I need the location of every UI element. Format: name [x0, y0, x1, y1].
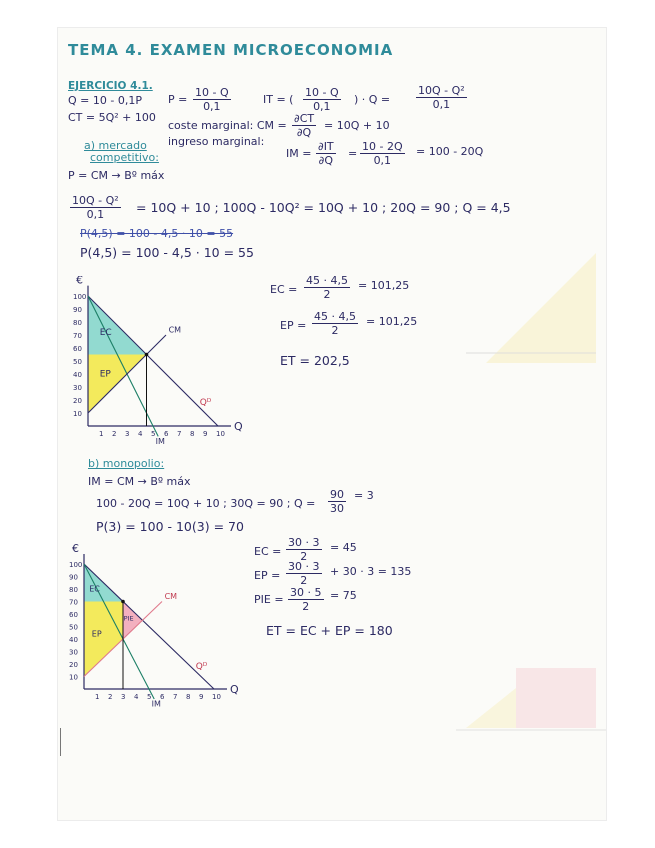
euro-axis-label: €: [72, 542, 79, 555]
x-tick-label: 2: [112, 430, 117, 438]
y-tick-label: 60: [69, 611, 78, 619]
ep-area-label: EP: [91, 629, 102, 639]
notebook-page: [58, 28, 606, 820]
pie-denominator: 2: [302, 600, 310, 613]
y-tick-label: 10: [73, 410, 82, 418]
x-tick-label: 7: [173, 693, 178, 701]
im-label: ingreso marginal:: [168, 135, 265, 148]
pie-lhs: PIE =: [254, 593, 284, 606]
x-tick-label: 9: [199, 693, 204, 701]
y-tick-label: 30: [69, 648, 78, 657]
x-tick-label: 7: [177, 430, 182, 438]
margin-mark: [60, 728, 61, 756]
ec-lhs-b: EC =: [254, 545, 282, 558]
demand-equation: Q = 10 - 0,1P: [68, 94, 142, 107]
ec-numerator-b: 30 · 3: [288, 536, 320, 549]
total-surplus-b: ET = EC + EP = 180: [266, 623, 393, 638]
y-tick-label: 90: [69, 573, 78, 582]
ec-fraction-b: [286, 536, 322, 563]
x-tick-label: 10: [212, 693, 221, 701]
y-tick-label: 20: [73, 397, 82, 405]
part-a-fraction: [70, 194, 121, 221]
x-tick-label: 5: [147, 693, 152, 701]
ep-numerator-a: 45 · 4,5: [314, 310, 356, 323]
y-tick-label: 50: [73, 358, 82, 366]
ep-lhs-b: EP =: [254, 569, 281, 582]
x-tick-label: 8: [186, 693, 191, 701]
ep-denominator-b: 2: [300, 574, 308, 587]
it-result-numerator: 10Q - Q²: [418, 84, 465, 97]
cm-numerator: ∂CT: [294, 112, 315, 125]
y-tick-label: 100: [69, 561, 83, 569]
x-tick-label: 4: [138, 430, 143, 438]
equilibrium-point: [145, 353, 149, 357]
x-tick-label: 3: [125, 430, 130, 438]
ep-fraction-a: [312, 310, 358, 337]
y-tick-label: 40: [69, 636, 78, 644]
q-axis-label: Q: [230, 683, 239, 696]
part-a-label-2: competitivo:: [90, 151, 159, 164]
im-label: IM: [151, 699, 161, 709]
monopoly-condition: IM = CM → Bº máx: [88, 475, 191, 488]
competitive-price: P(4,5) = 100 - 4,5 · 10 = 55: [80, 245, 254, 260]
ec-result-a: = 101,25: [358, 279, 410, 292]
euro-axis-label: €: [76, 276, 83, 287]
im-fraction-2: [360, 140, 405, 167]
im-fraction: [316, 140, 336, 167]
it-mid: ) · Q =: [354, 93, 391, 106]
ec-denominator-a: 2: [323, 288, 331, 301]
y-tick-label: 80: [73, 319, 82, 327]
im-denominator-2: 0,1: [373, 154, 392, 167]
x-tick-label: 10: [216, 430, 225, 438]
x-tick-label: 6: [164, 430, 169, 438]
y-tick-label: 70: [69, 598, 78, 607]
pie-fraction: [288, 586, 324, 613]
ep-result-a: = 101,25: [366, 315, 418, 328]
ep-numerator-b: 30 · 3: [288, 560, 320, 573]
price-numerator: 10 - Q: [195, 86, 229, 99]
it-denominator: 0,1: [313, 100, 331, 113]
y-tick-label: 20: [69, 661, 78, 669]
y-tick-label: 30: [73, 384, 82, 392]
q-numerator: 90: [330, 488, 344, 501]
demand-label: Qᴰ: [199, 398, 212, 409]
bleed-through-graph-2: [456, 648, 606, 738]
ec-fraction-a: [304, 274, 350, 301]
y-tick-label: 40: [73, 371, 82, 379]
q-denominator: 30: [330, 502, 344, 515]
equilibrium-point: [121, 600, 125, 604]
x-tick-label: 6: [160, 693, 165, 701]
monopoly-graph: [60, 534, 260, 714]
im-equals: =: [348, 147, 358, 160]
y-tick-label: 100: [73, 293, 87, 301]
part-a-numerator: 10Q - Q²: [72, 194, 119, 207]
ec-denominator-b: 2: [300, 550, 308, 563]
monopoly-price: P(3) = 100 - 10(3) = 70: [96, 519, 244, 534]
im-label: IM: [155, 437, 165, 446]
it-result-denominator: 0,1: [432, 98, 451, 111]
ep-denominator-a: 2: [331, 324, 339, 337]
cm-label: CM: [164, 592, 178, 601]
demand-label: Qᴰ: [195, 662, 208, 672]
y-tick-label: 10: [69, 673, 78, 682]
cm-label: CM: [168, 325, 182, 335]
y-tick-label: 50: [69, 623, 78, 632]
part-a-denominator: 0,1: [86, 208, 105, 221]
it-lhs: IT = (: [263, 93, 294, 106]
price-denominator: 0,1: [203, 100, 221, 113]
it-fraction: [303, 86, 341, 113]
im-numerator-2: 10 - 2Q: [362, 140, 403, 153]
y-tick-label: 60: [73, 345, 82, 353]
q-result: = 3: [354, 489, 374, 502]
price-fraction: [193, 86, 231, 113]
y-tick-label: 70: [73, 332, 82, 340]
competitive-graph: [62, 276, 262, 446]
bleed-through-graph: [446, 243, 606, 363]
y-tick-label: 80: [69, 586, 78, 594]
competitive-condition: P = CM → Bº máx: [68, 169, 165, 182]
it-result-fraction: [416, 84, 467, 111]
ec-lhs-a: EC =: [270, 283, 298, 296]
pie-numerator: 30 · 5: [290, 586, 322, 599]
x-tick-label: 5: [151, 430, 156, 438]
it-numerator: 10 - Q: [305, 86, 339, 99]
pie-result: = 75: [330, 589, 357, 602]
cm-result: = 10Q + 10: [324, 119, 390, 132]
ep-lhs-a: EP =: [280, 319, 307, 332]
struck-out-line: P(4,5) = 100 - 4,5 · 10 = 55: [80, 227, 234, 240]
ec-numerator-a: 45 · 4,5: [306, 274, 348, 287]
im-denominator: ∂Q: [318, 154, 333, 167]
part-b-label: b) monopolio:: [88, 457, 165, 470]
page-title: TEMA 4. EXAMEN MICROECONOMIA: [68, 41, 394, 59]
im-numerator: ∂IT: [318, 140, 334, 153]
im-lhs: IM =: [286, 147, 312, 160]
x-tick-label: 4: [134, 693, 139, 701]
ec-area-label: EC: [89, 584, 100, 594]
y-tick-label: 90: [73, 306, 82, 314]
exercise-heading: EJERCICIO 4.1.: [68, 80, 153, 92]
ep-fraction-b: [286, 560, 322, 587]
total-surplus-a: ET = 202,5: [280, 353, 350, 368]
cm-denominator: ∂Q: [296, 126, 312, 139]
x-tick-label: 8: [190, 430, 195, 438]
ec-result-b: = 45: [330, 541, 357, 554]
x-tick-label: 9: [203, 430, 208, 438]
im-result: = 100 - 20Q: [416, 145, 484, 158]
pie-area-label: PIE: [123, 614, 134, 623]
monopoly-solution: 100 - 20Q = 10Q + 10 ; 30Q = 90 ; Q =: [96, 497, 316, 510]
ep-result-b: + 30 · 3 = 135: [330, 565, 412, 578]
cm-label: coste marginal: CM =: [168, 119, 287, 132]
q-fraction: [328, 488, 346, 515]
part-a-label-1: a) mercado: [84, 139, 147, 152]
part-a-solution: = 10Q + 10 ; 100Q - 10Q² = 10Q + 10 ; 20Q = 90 ; Q = 4,5: [136, 200, 511, 215]
x-tick-label: 2: [108, 693, 113, 701]
ep-area: [84, 602, 123, 677]
cm-fraction: [292, 112, 316, 139]
x-tick-label: 1: [99, 430, 104, 438]
x-tick-label: 1: [95, 693, 100, 701]
ec-area-label: EC: [99, 328, 112, 338]
cost-equation: CT = 5Q² + 100: [68, 111, 156, 124]
price-lhs: P =: [168, 93, 188, 106]
x-tick-label: 3: [121, 693, 126, 701]
ep-area-label: EP: [99, 369, 111, 380]
q-axis-label: Q: [234, 420, 243, 433]
